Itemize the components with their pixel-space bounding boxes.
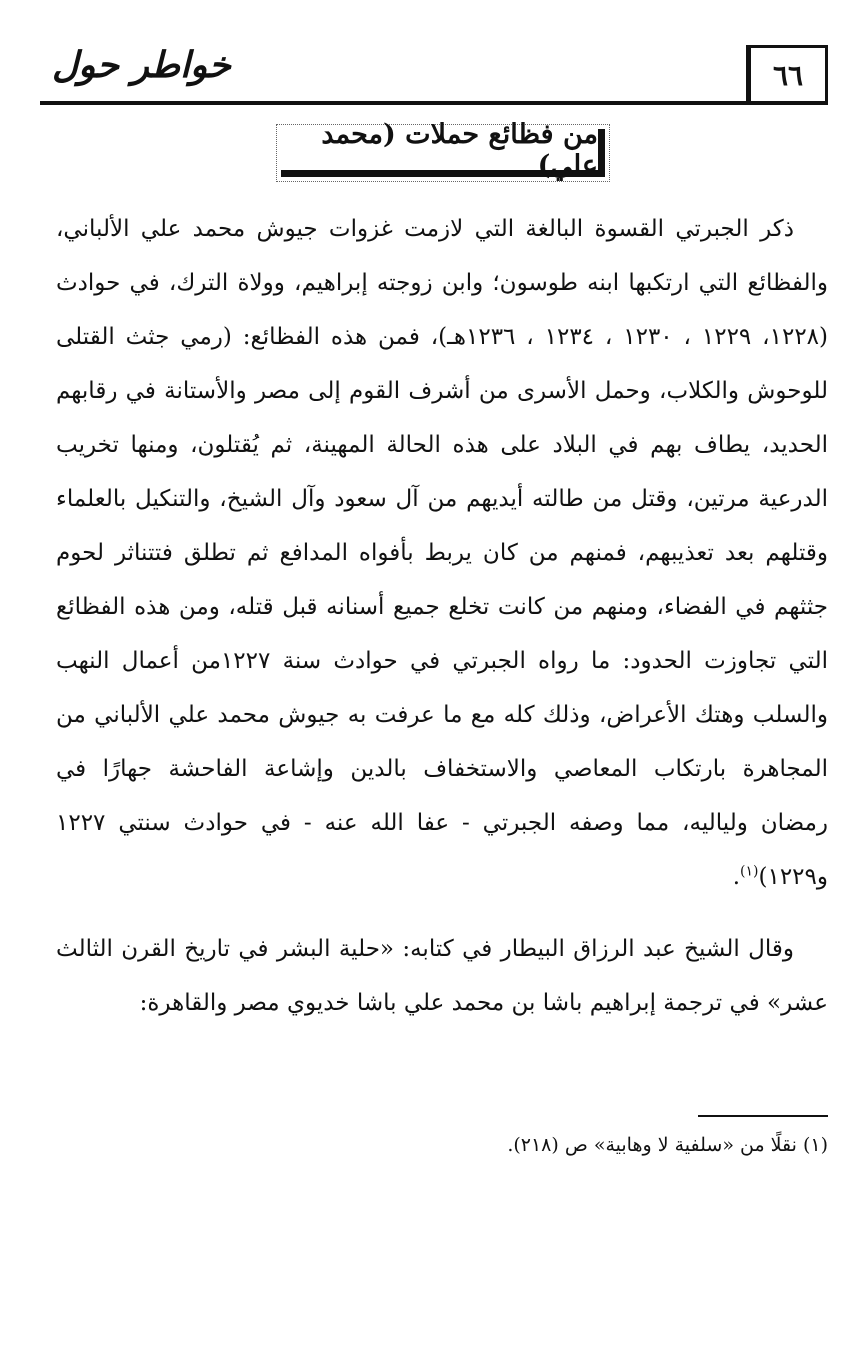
header-rule [40, 101, 828, 105]
page-number-box [746, 45, 828, 103]
section-heading: من فظائع حملات (محمد علي) [281, 129, 605, 177]
running-title: خواطر حول [52, 44, 231, 86]
section-heading-frame [276, 118, 610, 182]
paragraph-1-end: . [732, 864, 741, 890]
footnote: (١) نقلًا من «سلفية لا وهابية» ص (٢١٨). [507, 1134, 828, 1156]
body-text [56, 202, 828, 1030]
paragraph-1-text: ذكر الجبرتي القسوة البالغة التي لازمت غزوات جيوش محمد علي الألباني، والفظائع التي ارتكبها ابنه طوسون؛ وابن زوجته إبراهيم، وولاة الترك، في حوادث (١٢٢٨، ١٢٢٩ ، ١٢٣٠ ، ١٢٣٤ ، ١٢٣٦هـ)، فمن هذه الفظائع: (رمي جثث القتلى للوحوش والكلاب، وحمل الأسرى من أشرف القوم إلى مصر والأستانة في رقابهم الحديد، يطاف بهم في البلاد على هذه الحالة المهينة، ثم يُقتلون، ومنها تخريب الدرعية مرتين، وقتل من طالته أيديهم من آل سعود وآل الشيخ، والتنكيل بالعلماء وقتلهم بعد تعذيبهم، فمنهم من كان يربط بأفواه المدافع ثم تطلق فتتناثر لحوم جثثهم في الفضاء، ومنهم من كانت تخلع جميع أسنانه قبل قتله، ومن هذه الفظائع التي تجاوزت الحدود: ما رواه الجبرتي في حوادث سنة ١٢٢٧من أعمال النهب والسلب وهتك الأعراض، وذلك كله مع ما عرفت به جيوش محمد علي الألباني من المجاهرة بارتكاب المعاصي والاستخفاف بالدين وإشاعة الفاحشة جهارًا في رمضان ولياليه، مما وصفه الجبرتي - عفا الله عنه - في حوادث سنتي ١٢٢٧ و١٢٢٩) [56, 216, 829, 890]
page-number: ٦٦ [772, 59, 804, 92]
footnote-marker[interactable]: (١) [740, 863, 759, 880]
footnote-rule [698, 1115, 828, 1117]
paragraph [56, 202, 828, 904]
paragraph: وقال الشيخ عبد الرزاق البيطار في كتابه: «حلية البشر في تاريخ القرن الثالث عشر» في ترجمة إبراهيم باشا بن محمد علي باشا خديوي مصر والقاهرة: [56, 936, 828, 1016]
